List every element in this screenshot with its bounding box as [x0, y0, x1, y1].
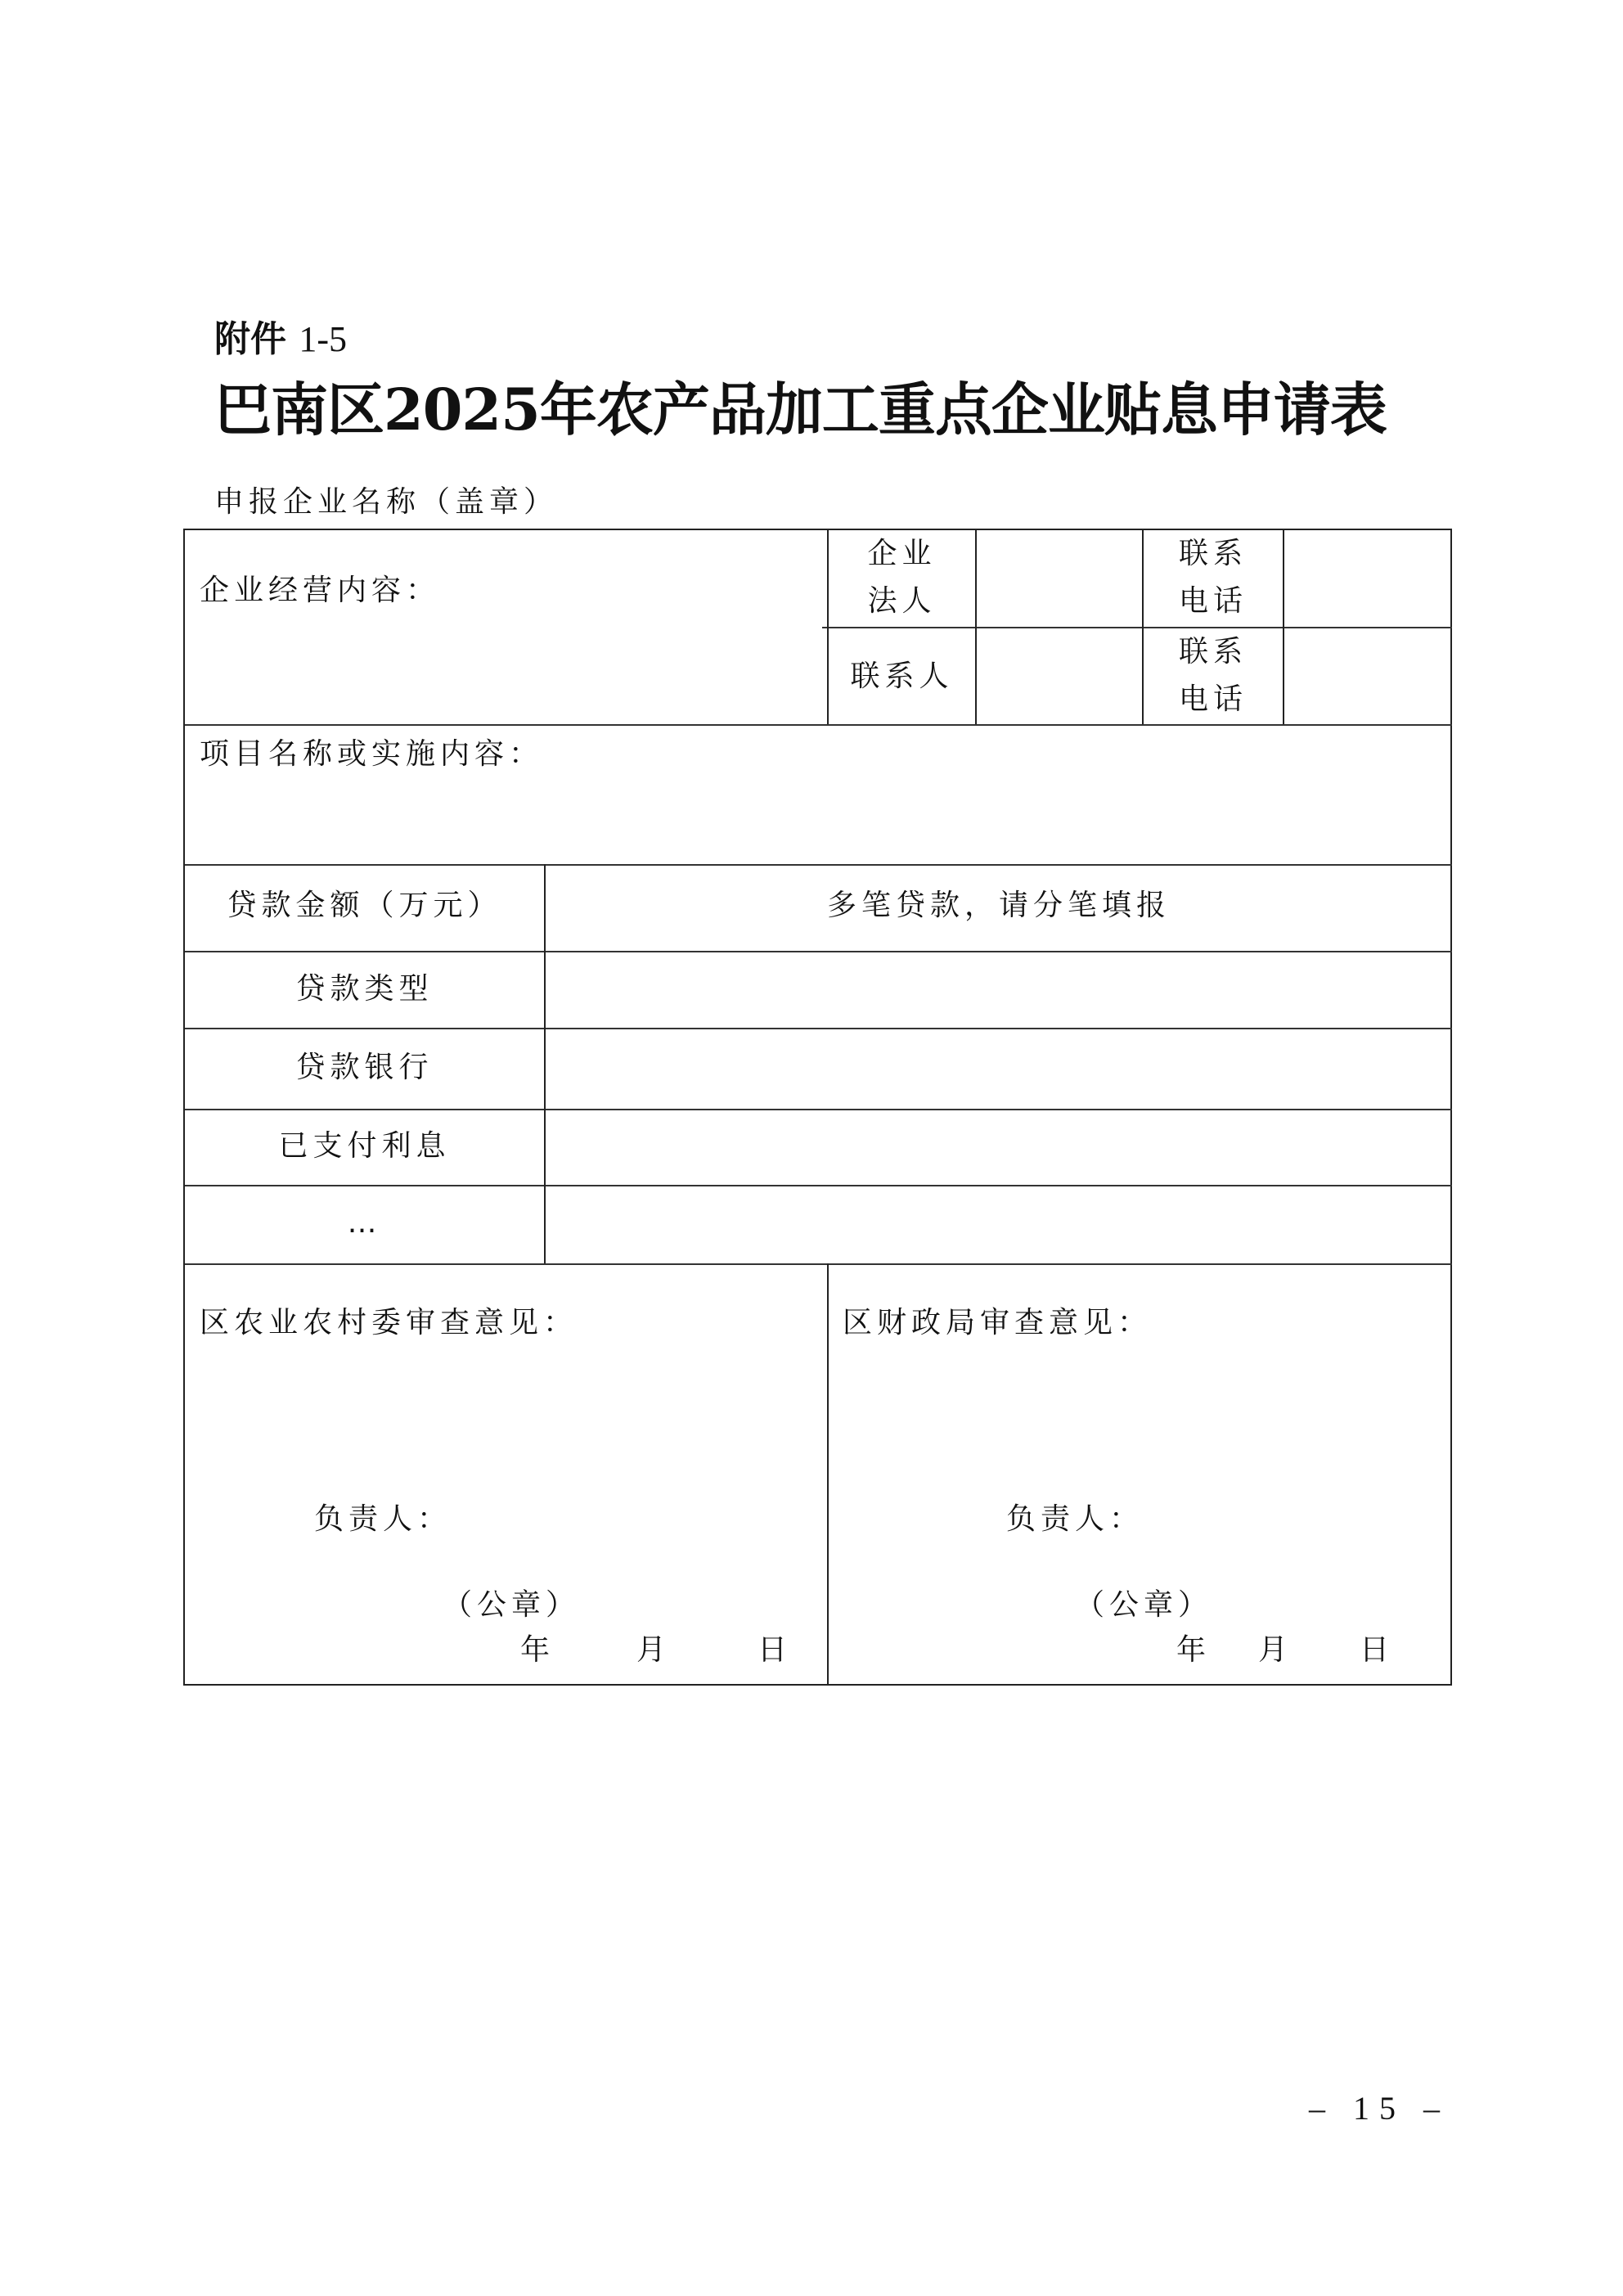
application-form-table [183, 529, 1452, 1686]
phone-label-1 [1144, 530, 1283, 624]
contact-person-label: 联系人 [850, 660, 954, 693]
attachment-number: 1-5 [299, 319, 347, 359]
page-title: 巴南区2025年农产品加工重点企业贴息申请表 [214, 376, 1387, 443]
finance-seal-label: （公章） [1075, 1588, 1213, 1622]
legal-person-field[interactable] [977, 530, 1142, 627]
phone-label-2 [1144, 628, 1283, 723]
finance-month-label: 月 [1258, 1633, 1293, 1667]
legal-person-label [829, 530, 975, 624]
phone-label-1-line2: 电话 [1178, 583, 1248, 618]
business-content-field[interactable] [185, 530, 827, 724]
divider [185, 864, 1452, 866]
legal-person-label-line2: 法人 [867, 583, 937, 618]
phone-label-2-line2: 电话 [1178, 682, 1248, 716]
more-rows-label: … [347, 1206, 382, 1240]
project-label: 项目名称或实施内容： [200, 737, 544, 771]
agri-responsible-label: 负责人： [314, 1502, 452, 1536]
agri-committee-review-title: 区农业农村委审查意见： [200, 1306, 578, 1339]
loan-amount-field[interactable]: 多笔贷款，请分笔填报 [826, 889, 1171, 922]
more-rows-field[interactable] [546, 1186, 1452, 1263]
loan-amount-label: 贷款金额（万元） [227, 889, 502, 922]
contact-person-field[interactable] [977, 628, 1142, 724]
divider [185, 1263, 1452, 1265]
contact-phone-field[interactable] [1284, 628, 1452, 724]
finance-year-label: 年 [1176, 1633, 1212, 1667]
finance-responsible-label: 负责人： [1006, 1502, 1144, 1536]
agri-month-label: 月 [636, 1633, 672, 1667]
loan-bank-field[interactable] [546, 1029, 1452, 1109]
applicant-name-line[interactable]: 申报企业名称（盖章） [214, 485, 559, 519]
attachment-text: 附件 [214, 318, 286, 360]
project-field[interactable] [185, 726, 1452, 864]
agri-year-label: 年 [520, 1633, 555, 1667]
business-content-label: 企业经营内容： [200, 574, 441, 607]
agri-seal-label: （公章） [443, 1588, 581, 1622]
finance-bureau-review-title: 区财政局审查意见： [843, 1306, 1153, 1339]
divider [827, 1263, 829, 1686]
phone-label-1-line1: 联系 [1178, 537, 1248, 570]
interest-paid-label: 已支付利息 [278, 1129, 451, 1163]
loan-type-field[interactable] [546, 952, 1452, 1028]
loan-type-label: 贷款类型 [295, 972, 434, 1006]
legal-person-phone-field[interactable] [1284, 530, 1452, 627]
legal-person-label-line1: 企业 [867, 537, 937, 570]
page-number [1309, 2089, 1450, 2127]
attachment-label [214, 309, 347, 362]
page-number-value: 15 [1353, 2090, 1405, 2127]
loan-bank-label: 贷款银行 [295, 1051, 434, 1084]
phone-label-2-line1: 联系 [1178, 635, 1248, 669]
agri-day-label: 日 [758, 1633, 793, 1667]
dash-left: – [1309, 2090, 1335, 2127]
interest-paid-field[interactable] [546, 1110, 1452, 1185]
finance-day-label: 日 [1360, 1633, 1395, 1667]
dash-right: – [1423, 2090, 1450, 2127]
